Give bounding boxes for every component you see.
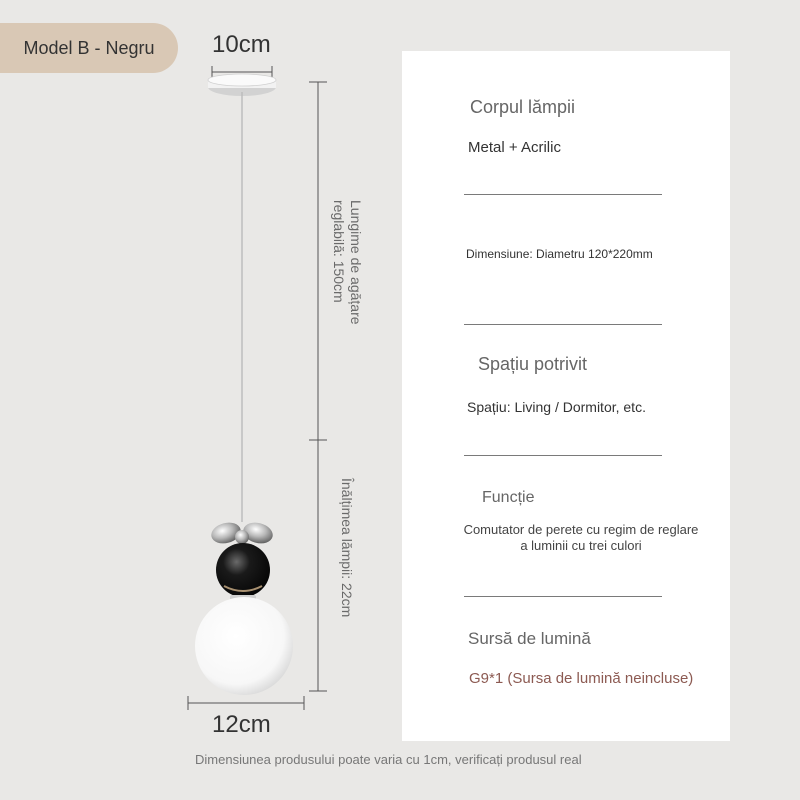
bottom-width-dimension [188,696,304,710]
body-title: Corpul lămpii [470,97,576,117]
divider [464,194,662,195]
bottom-width-label: 12cm [212,711,271,738]
space-value: Spațiu: Living / Dormitor, etc. [467,399,646,415]
glass-globe [195,597,293,695]
light-value: G9*1 (Sursa de lumină neincluse) [469,670,694,687]
hanging-length-label: Lungime de agățare reglabilă: 150cm [331,200,364,325]
lamp-height-label: Înălțimea lămpii: 22cm [339,478,355,618]
body-value: Metal + Acrilic [468,139,561,156]
space-title: Spațiu potrivit [478,354,588,374]
footnote: Dimensiunea produsului poate varia cu 1cm, verificați produsul real [195,752,582,767]
top-width-label: 10cm [212,31,271,58]
model-badge-text: Model B - Negru [23,38,155,58]
black-ball [216,543,270,603]
function-title: Funcție [482,489,535,506]
dimension-value: Dimensiune: Diametru 120*220mm [466,247,653,261]
divider [464,455,662,456]
divider [464,596,662,597]
light-title: Sursă de lumină [468,629,591,648]
spec-panel [402,51,730,741]
vertical-dimension [309,82,327,691]
function-value: Comutator de perete cu regim de reglare a luminii cu trei culori [463,522,699,553]
chrome-bow [209,519,275,546]
divider [464,324,662,325]
